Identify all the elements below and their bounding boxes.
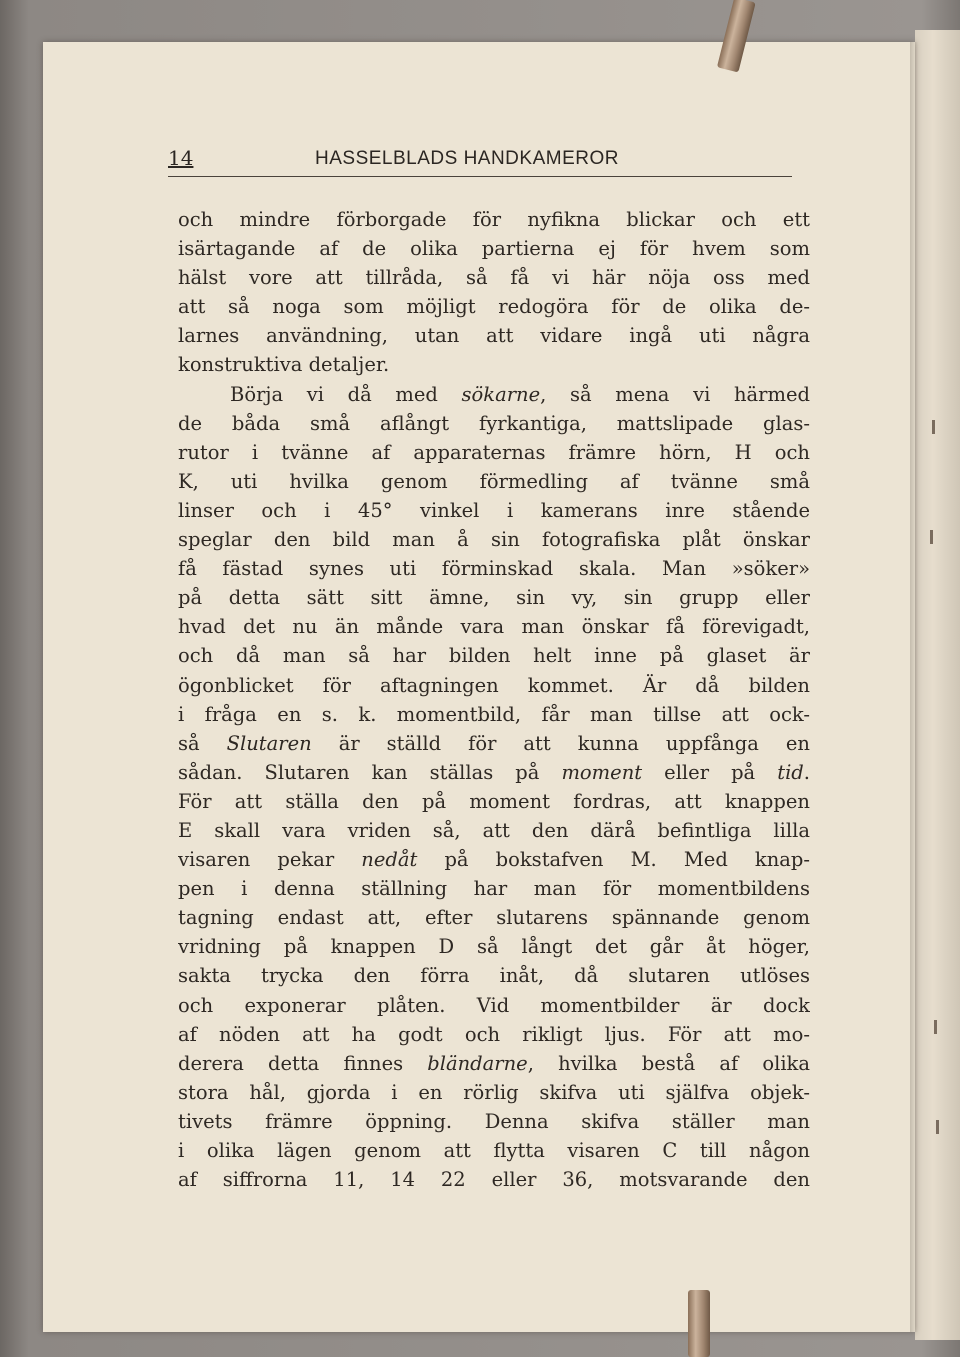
text-line	[178, 438, 810, 467]
text-segment: eller på	[642, 760, 778, 784]
text-line	[178, 758, 810, 787]
text-segment: K, uti hvilka genom förmedling af tvänne små	[178, 469, 810, 493]
text-line	[178, 205, 810, 234]
text-line	[178, 292, 810, 321]
header-rule	[168, 176, 792, 177]
text-line	[178, 1165, 810, 1194]
text-segment: visaren pekar	[178, 848, 362, 872]
text-line	[178, 932, 810, 961]
text-line	[178, 496, 810, 525]
text-line	[178, 554, 810, 583]
italic-term: Slutaren	[226, 731, 312, 755]
text-segment: sådan. Slutaren kan ställas på	[178, 760, 562, 784]
text-segment: .	[803, 760, 810, 784]
text-line	[178, 380, 810, 409]
text-segment: af nöden att ha godt och rikligt ljus. För att mo-	[178, 1022, 810, 1046]
text-segment: larnes användning, utan att vidare ingå uti några	[178, 324, 810, 348]
text-line	[178, 1107, 810, 1136]
text-line	[178, 321, 810, 350]
text-line	[178, 583, 810, 612]
text-line	[178, 961, 810, 990]
text-segment: är ställd för att kunna uppfånga en	[311, 731, 810, 755]
text-segment: , så mena vi härmed	[540, 382, 810, 406]
text-line	[178, 612, 810, 641]
text-segment: tagning endast att, efter slutarens spännande genom	[178, 906, 810, 930]
body-text	[178, 205, 818, 1194]
text-line	[178, 1020, 810, 1049]
text-segment: på detta sätt sitt ämne, sin vy, sin grupp eller	[178, 586, 810, 610]
text-segment: linser och i 45° vinkel i kamerans inre stående	[178, 498, 810, 522]
page-header	[168, 146, 798, 176]
text-segment: på bokstafven M. Med knap-	[417, 848, 810, 872]
text-segment: i fråga en s. k. momentbild, får man tillse att ock-	[178, 702, 810, 726]
text-line	[178, 525, 810, 554]
text-line	[178, 1078, 810, 1107]
text-segment: Börja vi då med	[230, 382, 462, 406]
text-line	[178, 234, 810, 263]
margin-marks	[930, 420, 950, 1220]
text-segment: isärtagande af de olika partierna ej för hvem som	[178, 237, 810, 261]
text-line	[178, 816, 810, 845]
text-line	[178, 700, 810, 729]
text-segment: sakta trycka den förra inåt, då slutaren utlöses	[178, 964, 810, 988]
text-segment: hvad det nu än månde vara man önskar få förevigadt,	[178, 615, 810, 639]
text-segment: få fästad synes uti förminskad skala. Man »söker»	[178, 557, 810, 581]
text-segment: derera detta finnes	[178, 1051, 428, 1075]
italic-term: bländarne	[427, 1051, 528, 1075]
text-segment: och då man så har bilden helt inne på glaset är	[178, 644, 810, 668]
text-segment: För att ställa den på moment fordras, att knappen	[178, 789, 810, 813]
text-segment: ögonblicket för aftagningen kommet. Är då bilden	[178, 673, 810, 697]
text-line	[178, 1136, 810, 1165]
text-line	[178, 350, 810, 379]
text-segment: i olika lägen genom att flytta visaren C till någon	[178, 1139, 810, 1162]
text-line	[178, 729, 810, 758]
text-segment: rutor i tvänne af apparaternas främre hörn, H och	[178, 440, 810, 464]
text-line	[178, 845, 810, 874]
text-line	[178, 991, 810, 1020]
text-segment: och exponerar plåten. Vid momentbilder är dock	[178, 993, 810, 1017]
text-line	[178, 903, 810, 932]
running-title: HASSELBLADS HANDKAMEROR	[315, 148, 619, 169]
text-segment: och mindre förborgade för nyfikna blickar och ett	[178, 208, 810, 231]
text-segment: af siffrorna 11, 14 22 eller 36, motsvarande den	[178, 1168, 810, 1192]
text-segment: stora hål, gjorda i en rörlig skifva uti själfva objek-	[178, 1080, 810, 1104]
text-line	[178, 263, 810, 292]
bookmark-ribbon-bottom	[688, 1290, 710, 1357]
text-line	[178, 671, 810, 700]
text-segment: hälst vore att tillråda, så få vi här nöja oss med	[178, 266, 810, 290]
italic-term: tid	[777, 760, 804, 784]
text-segment: speglar den bild man å sin fotografiska plåt önskar	[178, 528, 810, 552]
page-number: 14	[168, 146, 194, 170]
text-line	[178, 409, 810, 438]
text-segment: , hvilka bestå af olika	[527, 1051, 810, 1075]
text-line	[178, 874, 810, 903]
text-segment: så	[178, 731, 227, 755]
text-line	[178, 787, 810, 816]
text-line	[178, 641, 810, 670]
text-segment: konstruktiva detaljer.	[178, 353, 390, 377]
text-segment: de båda små aflångt fyrkantiga, mattslipade glas-	[178, 411, 810, 435]
text-segment: tivets främre öppning. Denna skifva ställer man	[178, 1109, 810, 1133]
text-segment: pen i denna ställning har man för momentbildens	[178, 877, 810, 901]
italic-term: moment	[561, 760, 643, 784]
text-line	[178, 1049, 810, 1078]
text-line	[178, 467, 810, 496]
italic-term: sökarne	[461, 382, 541, 406]
italic-term: nedåt	[361, 848, 418, 872]
page-edge-shadow	[910, 42, 918, 1332]
text-segment: vridning på knappen D så långt det går åt höger,	[178, 935, 810, 959]
text-segment: att så noga som möjligt redogöra för de olika de-	[178, 295, 810, 319]
text-segment: E skall vara vriden så, att den därå befintliga lilla	[178, 818, 810, 842]
